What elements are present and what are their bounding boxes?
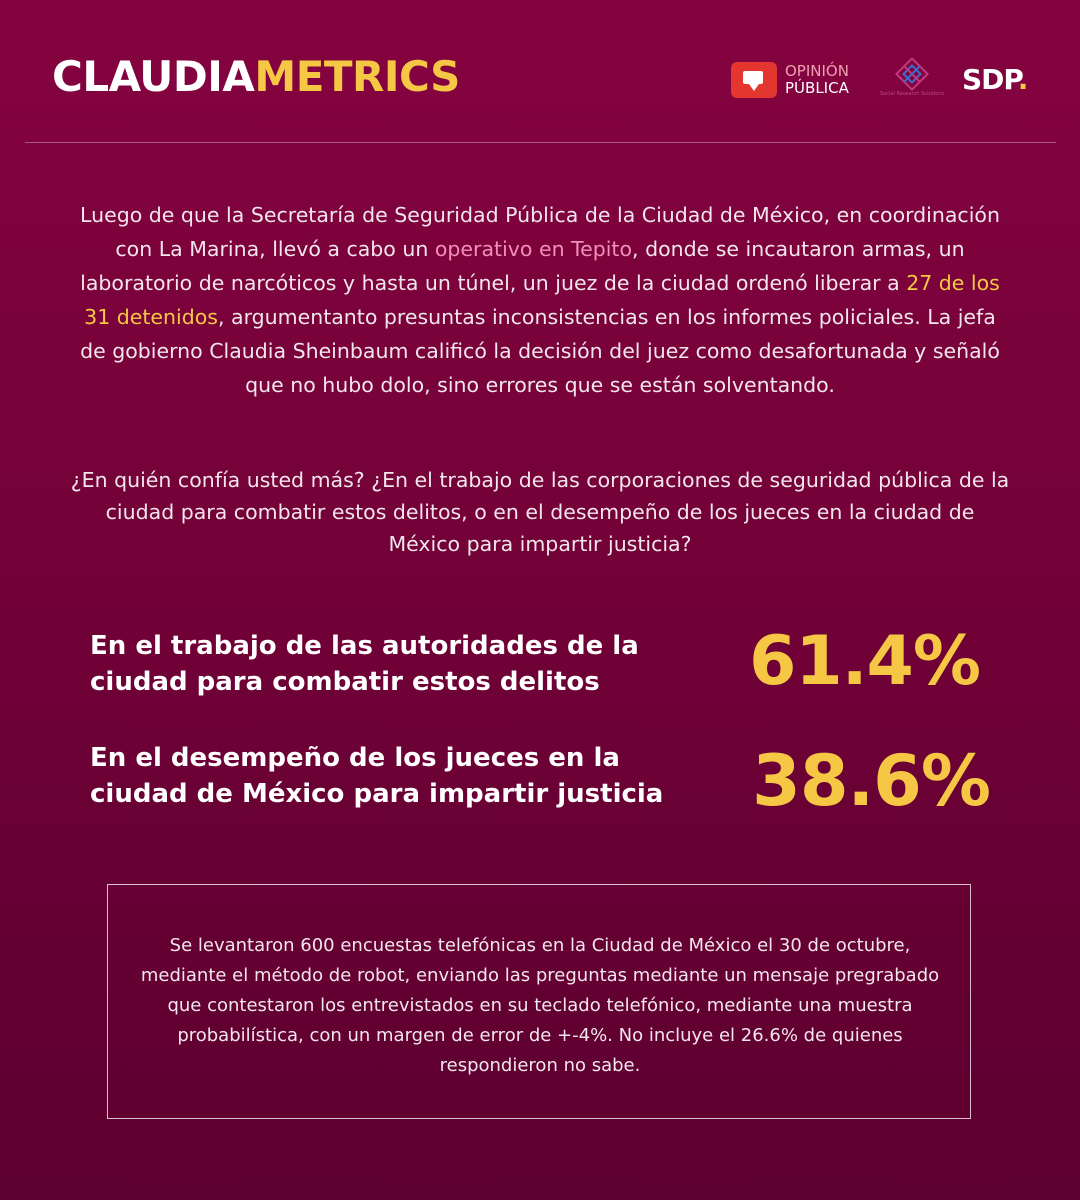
sdp-dot: . — [1017, 63, 1028, 96]
result-row-autoridades — [90, 622, 1010, 748]
speech-bubble-icon — [731, 62, 777, 98]
opinion-publica-logo — [731, 62, 849, 98]
opinion-publica-line1: OPINIÓN — [785, 62, 849, 80]
result-label: En el desempeño de los jueces en la ciudad de México para impartir justicia — [90, 743, 664, 809]
methodology-text: Se levantaron 600 encuestas telefónicas en la Ciudad de México el 30 de octubre, mediante el método de robot, enviando las preguntas mediante un mensaje pregrabado que contestaron los entrevistados en su teclado telefónico, mediante una muestra probabilística, con un margen de error de +-4%. No incluye el 26.6% de quienes respondieron no sabe. — [140, 935, 940, 1076]
intro-text-1: Luego de que la Secretaría de Seguridad Pública de la Ciudad de México, en coordinación con La Marina, llevó a cabo un — [80, 203, 1000, 261]
opinion-publica-line2: PÚBLICA — [785, 79, 849, 97]
brand-part-claudia: CLAUDIA — [52, 52, 255, 101]
social-research-solutions-logo — [880, 58, 944, 102]
methodology-box — [107, 884, 971, 1119]
result-row-jueces — [90, 740, 1010, 860]
result-value: 61.4% — [749, 622, 980, 701]
result-label: En el trabajo de las autoridades de la ciudad para combatir estos delitos — [90, 631, 639, 697]
intro-highlight-operativo: operativo en Tepito — [434, 237, 633, 261]
header — [0, 0, 1080, 142]
sdp-text: SDP — [962, 63, 1018, 96]
diamond-knot-icon — [880, 58, 944, 92]
claudiametrics-logo — [52, 52, 460, 101]
social-research-solutions-text: Social Research Solutions — [880, 91, 944, 97]
intro-text-2: , donde se incautaron armas, un laboratorio de narcóticos y hasta un túnel, un juez de la ciudad ordenó liberar a — [80, 237, 965, 295]
sdp-logo — [962, 63, 1028, 96]
opinion-publica-text — [785, 63, 849, 97]
result-value: 38.6% — [752, 740, 990, 822]
intro-paragraph — [70, 198, 1010, 402]
brand-part-metrics: METRICS — [254, 52, 460, 101]
intro-text-3: , argumentanto presuntas inconsistencias en los informes policiales. La jefa de gobierno Claudia Sheinbaum calificó la decisión del juez como desafortunada y señaló que no hubo dolo, sino errores que se están solventando. — [80, 305, 1000, 397]
intro-highlight-detenidos: 27 de los 31 detenidos — [84, 271, 1000, 329]
survey-question: ¿En quién confía usted más? ¿En el trabajo de las corporaciones de seguridad pública de la ciudad para combatir estos delitos, o en el desempeño de los jueces en la ciudad de México para impartir justicia? — [70, 468, 1010, 556]
header-divider — [25, 142, 1056, 143]
